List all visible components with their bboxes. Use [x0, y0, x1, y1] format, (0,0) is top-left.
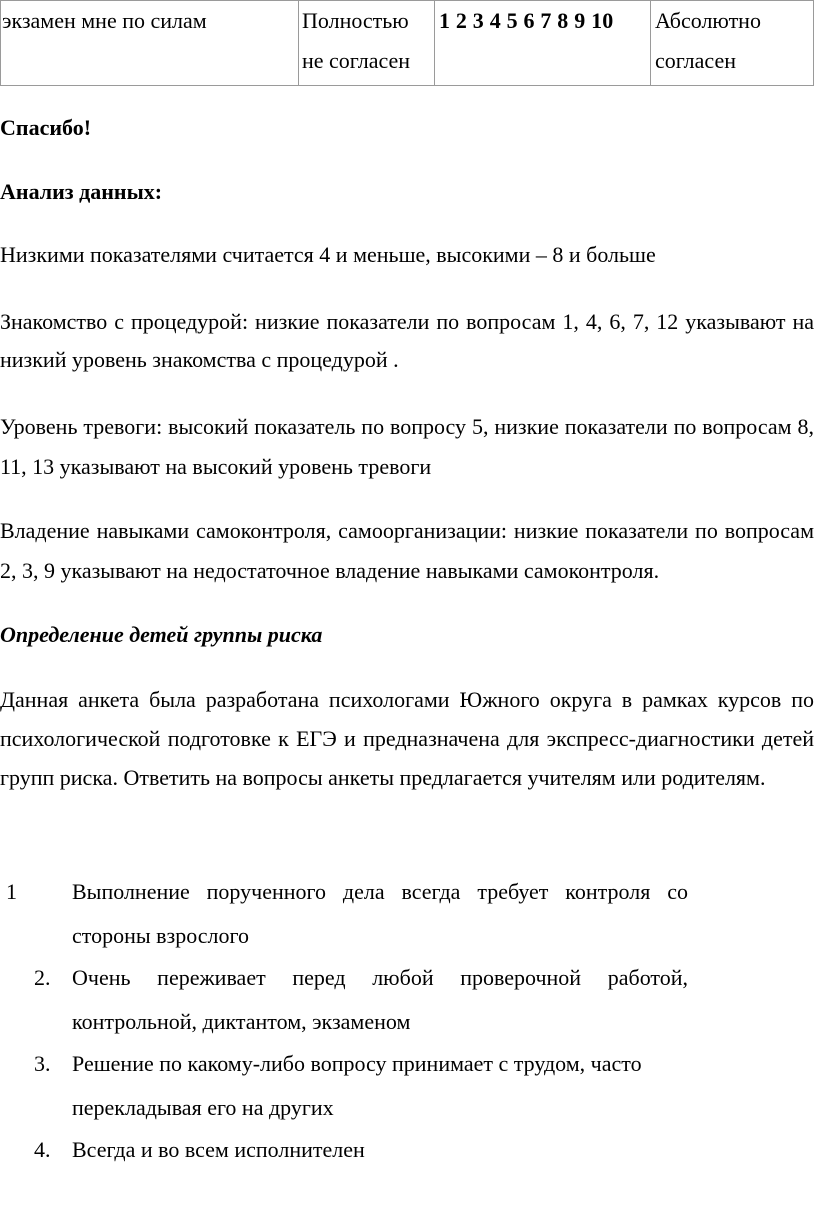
left-anchor-cell: Полностью не согласен: [299, 1, 435, 86]
table-row: [1, 1, 814, 86]
anxiety-paragraph: Уровень тревоги: высокий показатель по вопросу 5, низкие показатели по вопросам 8, 11, 13 указывают на высокий уровень тревоги: [0, 414, 814, 479]
list-item: Решение по какому-либо вопросу принимает с трудом, часто перекладывая его на других: [72, 1051, 642, 1120]
list-item: Всегда и во всем исполнителен: [72, 1137, 365, 1162]
risk-heading: Определение детей группы риска: [0, 622, 323, 647]
list-item-number: 3.: [34, 1051, 51, 1076]
risk-intro-paragraph: Данная анкета была разработана психологами Южного округа в рамках курсов по психологической подготовке к ЕГЭ и предназначена для экспресс-диагностики детей групп риска. Ответить на вопросы анкеты предлагается учителям или родителям.: [0, 687, 814, 790]
selfcontrol-paragraph: Владение навыками самоконтроля, самоорганизации: низкие показатели по вопросам 2, 3, 9 указывают на недостаточное владение навыками самоконтроля.: [0, 518, 814, 583]
right-anchor-cell: Абсолютно согласен: [651, 1, 814, 86]
statement-cell: экзамен мне по силам: [1, 1, 299, 86]
thresholds-paragraph: Низкими показателями считается 4 и меньше, высокими – 8 и больше: [0, 242, 656, 267]
analysis-heading: Анализ данных:: [0, 179, 163, 204]
scale-cell: 1 2 3 4 5 6 7 8 9 10: [435, 1, 651, 86]
list-item-number: 2.: [34, 965, 51, 990]
familiarity-paragraph: Знакомство с процедурой: низкие показатели по вопросам 1, 4, 6, 7, 12 указывают на низкий уровень знакомства с процедурой .: [0, 309, 814, 372]
thanks-text: Спасибо!: [0, 115, 92, 140]
list-item: Выполнение порученного дела всегда требует контроля со стороны взрослого: [72, 879, 688, 948]
rating-scale-table: [0, 0, 814, 86]
list-item-number: 1: [6, 879, 17, 904]
list-item: Очень переживает перед любой проверочной работой, контрольной, диктантом, экзаменом: [72, 965, 688, 1034]
list-item-number: 4.: [34, 1137, 51, 1162]
